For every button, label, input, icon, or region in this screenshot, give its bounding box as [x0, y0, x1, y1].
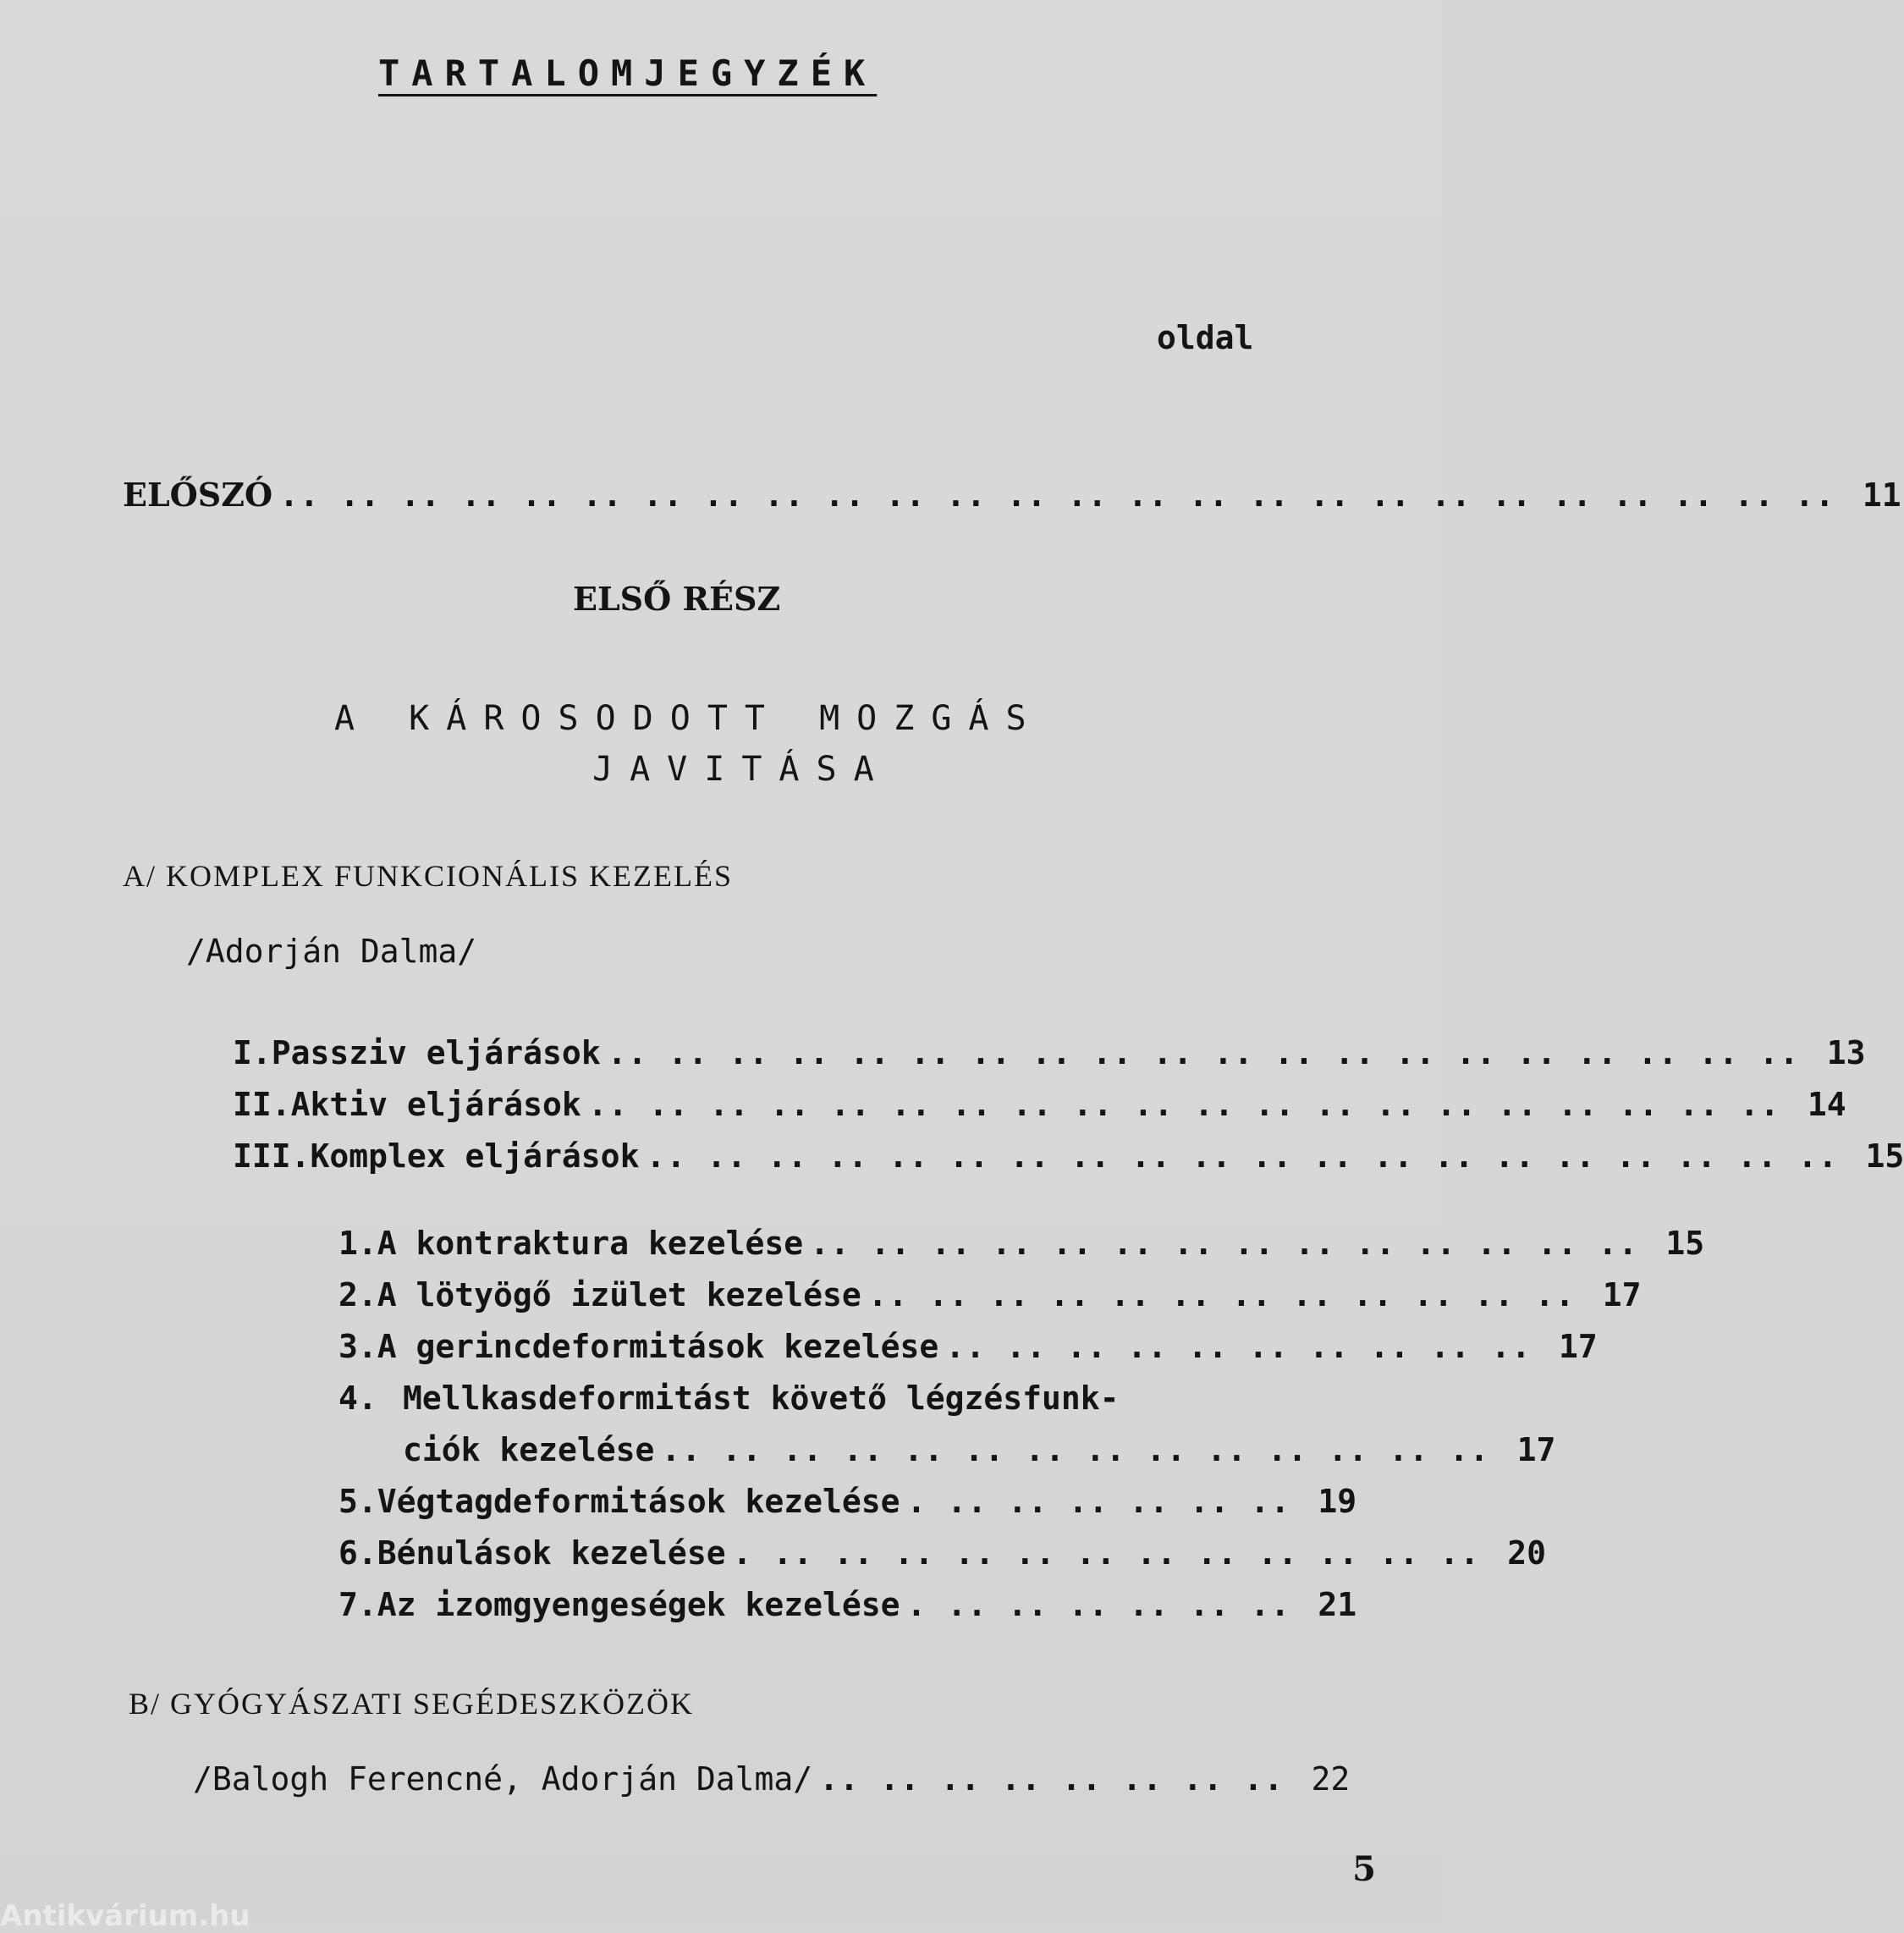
toc-entry-preface	[123, 476, 1901, 514]
leader-dots: .. .. .. .. .. .. .. .. .. .. .. .. .. .. .. .. .. .. .. ..	[607, 1034, 1800, 1071]
toc-page-number: 17	[1516, 1431, 1556, 1468]
toc-subentry	[338, 1483, 1357, 1520]
leader-dots: .. .. .. .. .. .. .. .. .. .. .. .. .. ..	[661, 1431, 1490, 1468]
toc-entry-label: Bénulások kezelése	[377, 1534, 726, 1572]
leader-dots: .. .. .. .. .. .. .. .. .. .. .. ..	[867, 1276, 1576, 1313]
toc-subentry	[338, 1225, 1705, 1262]
toc-entry-number: I.	[233, 1034, 272, 1071]
leader-dots: .. .. .. .. .. .. .. .. .. ..	[945, 1328, 1532, 1365]
toc-entry-label: A kontraktura kezelése	[377, 1225, 804, 1262]
toc-entry	[233, 1034, 1866, 1071]
section-a-author: /Adorján Dalma/	[186, 933, 477, 970]
toc-entry-label: Az izomgyengeségek kezelése	[377, 1586, 900, 1623]
toc-subentry	[338, 1328, 1598, 1365]
section-a-heading: A/ KOMPLEX FUNKCIONÁLIS KEZELÉS	[123, 859, 733, 893]
toc-entry	[233, 1086, 1846, 1123]
leader-dots: .. .. .. .. .. .. .. .. .. .. .. .. .. ..	[810, 1225, 1639, 1262]
toc-entry-label: Passziv eljárások	[271, 1034, 601, 1071]
toc-entry-number: 3.	[338, 1328, 377, 1365]
part-title-line2: JAVITÁSA	[592, 750, 891, 789]
toc-subentry-label-line1: Mellkasdeformitást követő légzésfunk-	[403, 1380, 1120, 1417]
toc-page-number: 19	[1318, 1483, 1357, 1520]
toc-page-number: 17	[1558, 1328, 1598, 1365]
page-title: TARTALOMJEGYZÉK	[378, 52, 878, 94]
part-label: ELSŐ RÉSZ	[573, 580, 781, 618]
leader-dots: .. .. .. .. .. .. .. .. .. .. .. .. .. .. .. .. .. .. .. ..	[587, 1086, 1780, 1123]
leader-dots: .. .. .. .. .. .. .. .. .. .. .. .. .. .. .. .. .. .. .. ..	[646, 1137, 1839, 1175]
toc-entry-number: 6.	[338, 1534, 377, 1572]
leader-dots: .. .. .. .. .. .. .. ..	[819, 1760, 1285, 1798]
toc-entry-label: ELŐSZÓ	[123, 476, 273, 514]
section-b-author: /Balogh Ferencné, Adorján Dalma/	[193, 1760, 813, 1798]
toc-entry-number: III.	[233, 1137, 311, 1175]
toc-page-number: 11	[1862, 476, 1901, 514]
toc-entry-label: Aktiv eljárások	[290, 1086, 581, 1123]
toc-subentry-number: 4.	[338, 1380, 377, 1417]
toc-entry-label: ciók kezelése	[403, 1431, 655, 1468]
toc-entry-label: Komplex eljárások	[310, 1137, 640, 1175]
toc-subentry	[338, 1534, 1547, 1572]
toc-entry-number: 7.	[338, 1586, 377, 1623]
page-number: 5	[1352, 1849, 1376, 1889]
leader-dots: . .. .. .. .. .. .. .. .. .. .. .. ..	[732, 1534, 1481, 1572]
part-title-line1: A KÁROSODOTT MOZGÁS	[334, 699, 1043, 738]
toc-entry-label: A gerincdeformitások kezelése	[377, 1328, 939, 1365]
toc-entry-section-b	[193, 1760, 1351, 1798]
toc-page-number: 17	[1602, 1276, 1642, 1313]
toc-page-number: 14	[1807, 1086, 1846, 1123]
toc-page-number: 15	[1865, 1137, 1904, 1175]
toc-page-number: 15	[1665, 1225, 1705, 1262]
watermark: Antikvárium.hu	[0, 1899, 250, 1933]
leader-dots: .. .. .. .. .. .. .. .. .. .. .. .. .. .. .. .. .. .. .. .. .. .. .. .. .. ..	[279, 476, 1835, 514]
toc-subentry	[338, 1586, 1357, 1623]
toc-entry-label: Végtagdeformitások kezelése	[377, 1483, 900, 1520]
toc-page-number: 13	[1826, 1034, 1866, 1071]
leader-dots: . .. .. .. .. .. ..	[906, 1483, 1291, 1520]
toc-entry-number: 1.	[338, 1225, 377, 1262]
bleed-through-texture	[762, 0, 1354, 1185]
leader-dots: . .. .. .. .. .. ..	[906, 1586, 1291, 1623]
toc-page-number: 21	[1318, 1586, 1357, 1623]
toc-entry-number: 5.	[338, 1483, 377, 1520]
toc-entry-number: II.	[233, 1086, 291, 1123]
section-b-heading: B/ GYÓGYÁSZATI SEGÉDESZKÖZÖK	[129, 1687, 694, 1721]
toc-subentry	[403, 1431, 1556, 1468]
toc-page-number: 22	[1311, 1760, 1351, 1798]
toc-subentry	[338, 1276, 1642, 1313]
toc-entry-number: 2.	[338, 1276, 377, 1313]
page-column-label: oldal	[1157, 319, 1254, 356]
toc-page-number: 20	[1507, 1534, 1547, 1572]
toc-entry-label: A lötyögő izület kezelése	[377, 1276, 861, 1313]
toc-entry	[233, 1137, 1904, 1175]
